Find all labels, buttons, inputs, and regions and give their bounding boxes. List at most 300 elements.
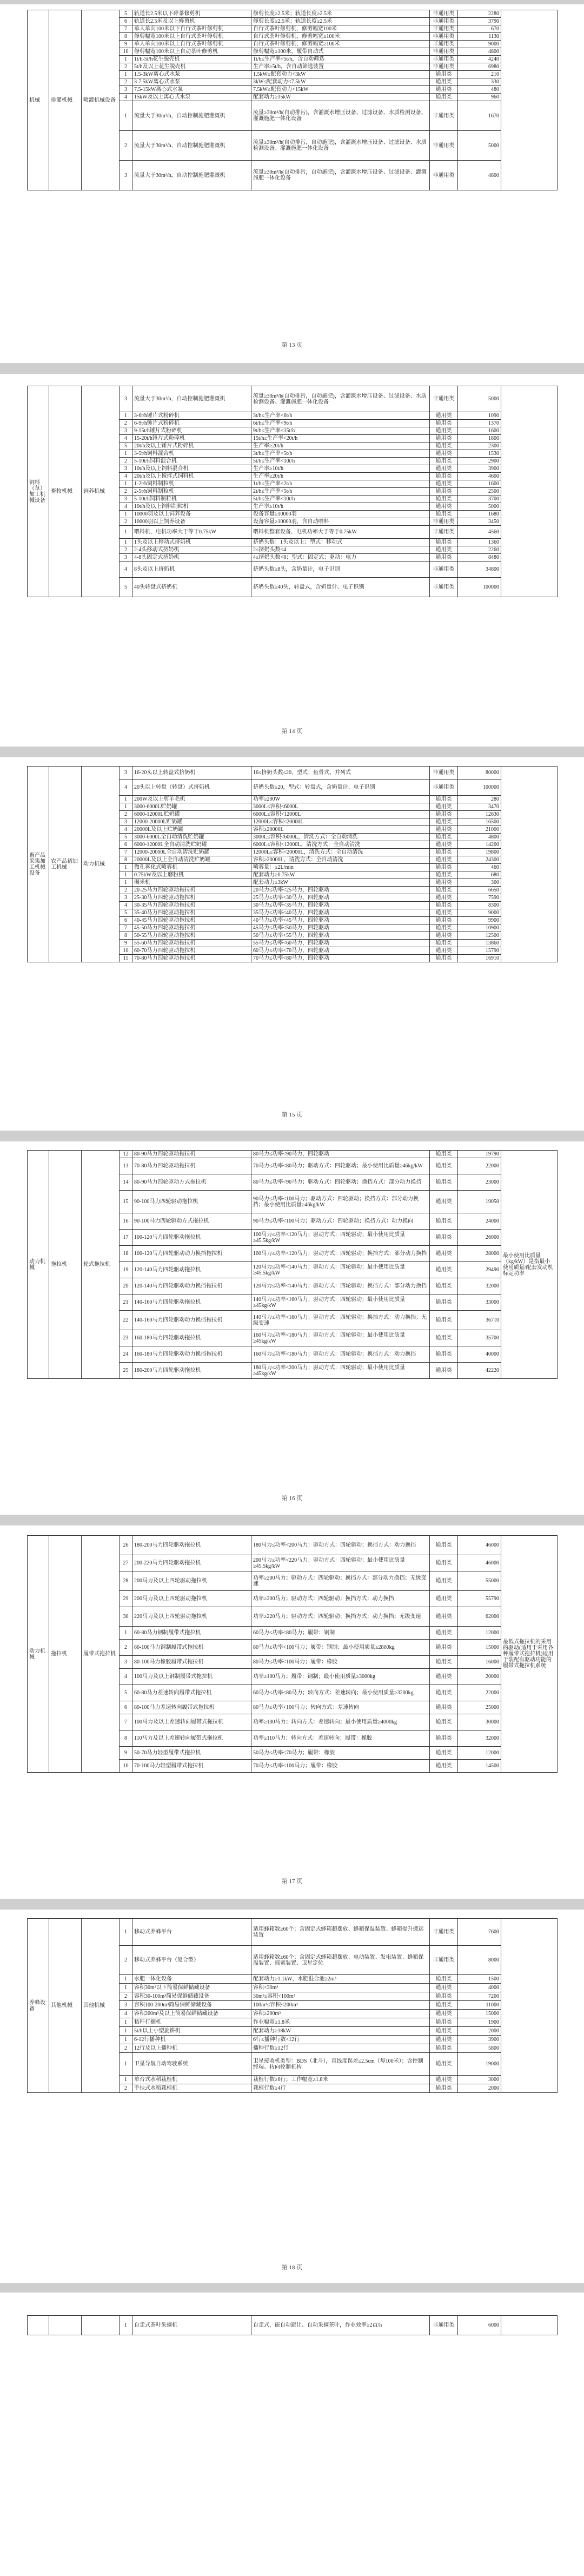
item-spec: 挤奶头数≥20，型式：转盘式，含奶量计、电子识别 bbox=[251, 780, 430, 796]
item-type: 通用类 bbox=[430, 488, 458, 496]
item-type: 通用类 bbox=[430, 1701, 458, 1714]
row-index: 3 bbox=[120, 1656, 132, 1669]
item-type: 通用类 bbox=[430, 2027, 458, 2036]
row-index: 1 bbox=[120, 2018, 132, 2027]
subsidy-amount: 55000 bbox=[458, 1571, 501, 1591]
subsidy-amount: 2900 bbox=[458, 458, 501, 465]
item-type: 通用类 bbox=[430, 1294, 458, 1311]
item-name: 自走式茶叶采摘机 bbox=[132, 2316, 251, 2335]
item-name: 200马力及以上四轮驱动拖拉机 bbox=[132, 1591, 251, 1607]
item-spec: 生产率≥20t/h bbox=[251, 473, 430, 480]
item-type: 通用类 bbox=[430, 1571, 458, 1591]
item-spec: 100马力≤功率<120马力；驱动方式：四轮驱动；换挡方式：部分动力换挡 bbox=[251, 1246, 430, 1262]
row-index: 4 bbox=[120, 826, 132, 834]
row-index: 2 bbox=[120, 2084, 132, 2093]
item-spec: 容积≥200m³ bbox=[251, 2010, 430, 2018]
subsidy-amount: 19050 bbox=[458, 1191, 501, 1213]
item-name: 秸秆打捆机 bbox=[132, 2018, 251, 2027]
item-type: 非通用类 bbox=[430, 25, 458, 33]
item-type: 通用类 bbox=[430, 1363, 458, 1379]
subsidy-amount: 5800 bbox=[458, 2044, 501, 2053]
item-type: 通用类 bbox=[430, 458, 458, 465]
item-spec: 生产率≥10t/h bbox=[251, 503, 430, 511]
subsidy-amount: 15000 bbox=[458, 1640, 501, 1656]
item-name: 9-15t/h锤片式粉碎机 bbox=[132, 427, 251, 435]
item-type: 通用类 bbox=[430, 1607, 458, 1627]
item-group-cell: 其他机械 bbox=[82, 1919, 120, 2093]
row-index: 16 bbox=[120, 1213, 132, 1230]
subsidy-amount: 210 bbox=[458, 71, 501, 78]
item-spec: 4≤挤奶头数<8；型式：固定式；驱动：电力 bbox=[251, 554, 430, 562]
item-type: 通用类 bbox=[430, 465, 458, 473]
row-index: 10 bbox=[120, 1760, 132, 1773]
row-index: 3 bbox=[120, 161, 132, 190]
item-name: 20t/h及以上锤片式粉碎机 bbox=[132, 442, 251, 450]
item-name: 90-100马力四轮驱动拖拉机 bbox=[132, 1191, 251, 1213]
page-separator bbox=[0, 1899, 584, 1910]
item-type: 通用类 bbox=[430, 818, 458, 826]
subsidy-amount: 24000 bbox=[458, 1213, 501, 1230]
item-name: 50-55马力四轮驱动拖拉机 bbox=[132, 932, 251, 940]
item-spec: 200马力≤功率<220马力；驱动方式：四轮驱动；最小使用比质量≥45.5kg/kW bbox=[251, 1555, 430, 1571]
row-index: 3 bbox=[120, 86, 132, 94]
item-name: 200-220马力四轮驱动拖拉机 bbox=[132, 1555, 251, 1571]
item-spec: 喂料机整套设备，电机功率大于等于0.75kW bbox=[251, 526, 430, 539]
row-index: 30 bbox=[120, 1607, 132, 1627]
item-name: 流量大于30m³/h，自动控制施肥灌溉机 bbox=[132, 131, 251, 161]
item-type: 通用类 bbox=[430, 2044, 458, 2053]
item-type: 通用类 bbox=[430, 1992, 458, 2001]
item-type: 通用类 bbox=[430, 841, 458, 849]
subsidy-amount: 62000 bbox=[458, 1607, 501, 1627]
item-name: 55-60马力四轮驱动拖拉机 bbox=[132, 940, 251, 947]
category-cell: 饲料（草）加工机械设备 bbox=[28, 386, 49, 597]
item-type: 通用类 bbox=[430, 924, 458, 932]
item-name: 180-200马力四轮驱动拖拉机 bbox=[132, 1536, 251, 1555]
subsidy-amount: 480 bbox=[458, 86, 501, 94]
row-index: 3 bbox=[120, 2001, 132, 2010]
row-index: 2 bbox=[120, 420, 132, 427]
item-type: 通用类 bbox=[430, 826, 458, 834]
category-cell bbox=[28, 2316, 49, 2335]
row-index: 1 bbox=[120, 803, 132, 811]
remark-cell: 最小使用比质量（kg/kW）是指最小使用质量/配套发动机标定功率 bbox=[501, 1151, 558, 1379]
subsidy-amount: 3700 bbox=[458, 496, 501, 503]
row-index: 8 bbox=[120, 856, 132, 864]
item-name: 20t/h及以上搅拌式饲料机 bbox=[132, 473, 251, 480]
item-spec: 12000L≤容积<20000L bbox=[251, 818, 430, 826]
row-index: 4 bbox=[120, 780, 132, 796]
row-index: 1 bbox=[120, 526, 132, 539]
row-index: 15 bbox=[120, 1191, 132, 1213]
item-name: 10000羽以上饲养设备 bbox=[132, 518, 251, 526]
row-index: 4 bbox=[120, 503, 132, 511]
row-index: 3 bbox=[120, 386, 132, 412]
subsidy-amount: 40000 bbox=[458, 1346, 501, 1363]
category-cell: 养蜂设备 bbox=[28, 1919, 49, 2093]
item-spec: 160马力≤功率<180马力；驱动方式：四轮驱动；换挡方式：动力换挡 bbox=[251, 1346, 430, 1363]
item-name: 容积30m³以下简易保鲜储藏设备 bbox=[132, 1984, 251, 1992]
subsidy-amount: 7590 bbox=[458, 894, 501, 902]
item-spec: 挤奶头数≥8头，含奶量计，电子识别 bbox=[251, 562, 430, 578]
item-name: 水肥一体化设备 bbox=[132, 1975, 251, 1984]
row-index: 12 bbox=[120, 1151, 132, 1158]
row-index: 9 bbox=[120, 1747, 132, 1760]
row-index: 3 bbox=[120, 496, 132, 503]
item-name: 20头以上转盘（转盘）式挤奶机 bbox=[132, 780, 251, 796]
row-index: 1 bbox=[120, 56, 132, 63]
item-type: 通用类 bbox=[430, 1984, 458, 1992]
item-spec: 功率≥200马力；驱动方式：四轮驱动；换挡方式：动力换挡 bbox=[251, 1591, 430, 1607]
row-index: 1 bbox=[120, 511, 132, 518]
item-spec: 50马力≤功率<70马力；履带：橡胶 bbox=[251, 1747, 430, 1760]
page-number: 第 13 页 bbox=[281, 342, 303, 348]
item-type: 非通用类 bbox=[430, 41, 458, 48]
item-spec: 100m³≤容积<200m³ bbox=[251, 2001, 430, 2010]
row-index: 24 bbox=[120, 1346, 132, 1363]
item-type: 非通用类 bbox=[430, 526, 458, 539]
subsidy-amount: 32000 bbox=[458, 1278, 501, 1294]
item-spec: 120马力≤功率<140马力；驱动方式：四轮驱动；最小使用比质量≥45.5kg/kW bbox=[251, 1262, 430, 1278]
item-name: 15-20t/h锤片式粉碎机 bbox=[132, 435, 251, 442]
subsidy-amount: 330 bbox=[458, 78, 501, 86]
item-spec: 100马力≤功率<120马力；驱动方式：四轮驱动；最小使用比质量≥45.5kg/kW bbox=[251, 1230, 430, 1246]
subsidy-amount: 9000 bbox=[458, 41, 501, 48]
item-type: 通用类 bbox=[430, 1330, 458, 1346]
item-spec: 配套动力≥1.1kW，水肥混合池≥2m³ bbox=[251, 1975, 430, 1984]
row-index: 2 bbox=[120, 488, 132, 496]
table-row bbox=[28, 2316, 558, 2335]
item-type: 通用类 bbox=[430, 554, 458, 562]
item-name: 碾米机 bbox=[132, 879, 251, 887]
row-index: 2 bbox=[120, 1946, 132, 1975]
subsidy-amount: 1600 bbox=[458, 480, 501, 488]
row-index: 5 bbox=[120, 10, 132, 18]
item-name: 流量大于30m³/h，自动控制施肥灌溉机 bbox=[132, 386, 251, 412]
table-row bbox=[28, 767, 558, 780]
subsidy-amount: 1530 bbox=[458, 450, 501, 458]
row-index: 2 bbox=[120, 78, 132, 86]
item-name: 140-160马力四轮驱动动力换挡拖拉机 bbox=[132, 1311, 251, 1330]
item-spec: 2t/h≤生产率<5t/h bbox=[251, 488, 430, 496]
item-spec: 5t/h≤生产率<10t/h bbox=[251, 458, 430, 465]
item-name: 喂料机，电机功率大于等于0.75kW bbox=[132, 526, 251, 539]
row-index: 1 bbox=[120, 450, 132, 458]
item-name: 80-100马力钢制履带式拖拉机 bbox=[132, 1640, 251, 1656]
item-name: 单人单向100米以下自行式茶叶修剪机 bbox=[132, 25, 251, 33]
item-spec: 60马力≤功率<80马力；转向方式：差速转向；最小使用质量≥3200kg bbox=[251, 1685, 430, 1701]
row-index: 27 bbox=[120, 1555, 132, 1571]
item-spec: 90马力≤功率<100马力；驱动方式：四轮驱动；换挡方式：动力换向 bbox=[251, 1213, 430, 1230]
item-name: 110马力及以上差速转向履带式拖拉机 bbox=[132, 1730, 251, 1747]
item-name: 120-140马力四轮驱动动力换挡拖拉机 bbox=[132, 1278, 251, 1294]
row-index: 7 bbox=[120, 1714, 132, 1730]
subsidy-amount: 14500 bbox=[458, 1760, 501, 1773]
item-group-cell bbox=[82, 2316, 120, 2335]
item-name: 6-9t/h锤片式粉碎机 bbox=[132, 420, 251, 427]
row-index: 3 bbox=[120, 427, 132, 435]
item-spec: 卫星接收机类型：BDS（北斗），直线度误差≤2.5cm（每100米）；含控制终端、转向控制机构 bbox=[251, 2053, 430, 2076]
item-type: 通用类 bbox=[430, 2010, 458, 2018]
row-index: 1 bbox=[120, 2316, 132, 2335]
item-name: 1.5-3kW离心式水泵 bbox=[132, 71, 251, 78]
item-name: 3-7.5kW离心式水泵 bbox=[132, 78, 251, 86]
item-name: 60-80马力差速转向履带式拖拉机 bbox=[132, 1685, 251, 1701]
item-spec: 流量≥30m³/h(自动排污，自动施肥)，含灌溉水增压设备、过滤设备、水质检测设备、灌溉施肥一体化设备 bbox=[251, 386, 430, 412]
subsidy-amount: 42220 bbox=[458, 1363, 501, 1379]
item-spec: 6行≤播种行数<12行 bbox=[251, 2036, 430, 2044]
row-index: 3 bbox=[120, 818, 132, 826]
row-index: 2 bbox=[120, 1640, 132, 1656]
item-spec: 3000L≤容积<6000L bbox=[251, 803, 430, 811]
subsidy-amount: 10900 bbox=[458, 924, 501, 932]
item-spec: 设备容量≥10000羽，含自动喂料 bbox=[251, 518, 430, 526]
item-type: 通用类 bbox=[430, 1230, 458, 1246]
item-type: 通用类 bbox=[430, 1213, 458, 1230]
subsidy-amount: 8300 bbox=[458, 902, 501, 909]
item-type: 通用类 bbox=[430, 1555, 458, 1571]
item-name: 2-5t/h饲料制粒机 bbox=[132, 488, 251, 496]
subsidy-amount: 100000 bbox=[458, 578, 501, 597]
item-spec: 55马力≤功率<60马力，四轮驱动 bbox=[251, 940, 430, 947]
row-index: 5 bbox=[120, 834, 132, 841]
subsidy-amount: 19790 bbox=[458, 1151, 501, 1158]
subsidy-amount: 16000 bbox=[458, 1656, 501, 1669]
item-name: 80-100马力橡胶履带式拖拉机 bbox=[132, 1656, 251, 1669]
page-separator bbox=[0, 1515, 584, 1525]
row-index: 4 bbox=[120, 473, 132, 480]
subsidy-amount: 26000 bbox=[458, 1230, 501, 1246]
row-index: 4 bbox=[120, 435, 132, 442]
subsidy-amount: 3900 bbox=[458, 2036, 501, 2044]
item-type: 非通用类 bbox=[430, 18, 458, 25]
item-group-cell: 轮式拖拉机 bbox=[82, 1151, 120, 1379]
item-type: 通用类 bbox=[430, 1640, 458, 1656]
item-name: 7.5-15kW离心式水泵 bbox=[132, 86, 251, 94]
item-name: 80-90马力四轮驱动方式拖拉机 bbox=[132, 1174, 251, 1191]
row-index: 1 bbox=[120, 412, 132, 420]
row-index: 1 bbox=[120, 539, 132, 546]
item-spec: 7.5kW≤配套动力<15kW bbox=[251, 86, 430, 94]
row-index: 5 bbox=[120, 909, 132, 917]
subsidy-amount: 55790 bbox=[458, 1591, 501, 1607]
subsidy-amount: 4560 bbox=[458, 526, 501, 539]
item-spec: 流量≥30m³/h(自动排污，自动施肥)，含灌溉水增压设备、过滤设备、水质检测设备、灌溉施肥一体化设备 bbox=[251, 131, 430, 161]
subsidy-amount: 25000 bbox=[458, 1701, 501, 1714]
item-type: 通用类 bbox=[430, 940, 458, 947]
row-index: 10 bbox=[120, 947, 132, 955]
item-name: 200马力及以上四轮驱动拖拉机 bbox=[132, 1571, 251, 1591]
page-separator bbox=[0, 0, 584, 4]
item-type: 通用类 bbox=[430, 1591, 458, 1607]
item-type: 非通用类 bbox=[430, 131, 458, 161]
remark-cell bbox=[501, 386, 558, 597]
item-spec: 140马力≤功率<160马力；驱动方式：四轮驱动；最小使用比质量≥45kg/kW bbox=[251, 1294, 430, 1311]
item-name: 轨道长2.5米以下碎茶修剪机 bbox=[132, 10, 251, 18]
page-separator bbox=[0, 1131, 584, 1141]
item-type: 通用类 bbox=[430, 932, 458, 940]
subsidy-amount: 2000 bbox=[458, 2084, 501, 2093]
item-type: 通用类 bbox=[430, 1311, 458, 1330]
table-row bbox=[28, 1919, 558, 1946]
subsidy-amount: 9900 bbox=[458, 917, 501, 924]
item-type: 通用类 bbox=[430, 2084, 458, 2093]
row-index: 1 bbox=[120, 2036, 132, 2044]
item-name: 40头转盘式挤奶机 bbox=[132, 578, 251, 597]
item-name: 2-4头移动式挤奶机 bbox=[132, 546, 251, 554]
subsidy-amount: 32000 bbox=[458, 1730, 501, 1747]
item-name: 6-12行播种机 bbox=[132, 2036, 251, 2044]
item-spec: 配套动力≥15kW bbox=[251, 94, 430, 101]
item-spec: 3t/h≤生产率<6t/h bbox=[251, 412, 430, 420]
item-type: 通用类 bbox=[430, 1975, 458, 1984]
subsidy-amount: 2280 bbox=[458, 10, 501, 18]
item-name: 80-90马力四轮驱动拖拉机 bbox=[132, 1151, 251, 1158]
subsidy-amount: 4800 bbox=[458, 834, 501, 841]
item-type: 通用类 bbox=[430, 442, 458, 450]
item-type: 通用类 bbox=[430, 879, 458, 887]
item-name: 修剪幅宽100米以上自行式茶叶修剪机 bbox=[132, 33, 251, 41]
subsidy-amount: 6980 bbox=[458, 63, 501, 71]
row-index: 9 bbox=[120, 940, 132, 947]
item-spec: 3kW≤配套动力<7.5kW bbox=[251, 78, 430, 86]
item-spec: 180马力≤功率<200马力；驱动方式：四轮驱动；最小使用比质量≥45kg/kW bbox=[251, 1363, 430, 1379]
item-type: 通用类 bbox=[430, 955, 458, 962]
item-spec: 90马力≤功率<100马力；驱动方式：四轮驱动；换挡方式：部分动力换挡；最小使用比质量≥46kg/kW bbox=[251, 1191, 430, 1213]
item-type: 通用类 bbox=[430, 947, 458, 955]
item-spec: 功率≥110马力；转向方式：差速转向；履带：橡胶 bbox=[251, 1730, 430, 1747]
item-spec: 播种行数≥12行 bbox=[251, 2044, 430, 2053]
item-spec: 35马力≤功率<40马力，四轮驱动 bbox=[251, 909, 430, 917]
subsidy-amount: 5000 bbox=[458, 131, 501, 161]
item-name: 100马力及以上差速转向履带式拖拉机 bbox=[132, 1714, 251, 1730]
item-spec: 修剪长度≥2.5米；轨道长度≥2.5米 bbox=[251, 10, 430, 18]
item-type: 通用类 bbox=[430, 86, 458, 94]
item-group-cell: 饲养机械 bbox=[82, 386, 120, 597]
subsidy-amount: 6000 bbox=[458, 2316, 501, 2335]
item-type: 通用类 bbox=[430, 1262, 458, 1278]
item-type: 通用类 bbox=[430, 856, 458, 864]
item-type: 通用类 bbox=[430, 2076, 458, 2084]
item-spec: 1.5kW≤配套动力<3kW bbox=[251, 71, 430, 78]
item-name: 卫星导航自动驾驶系统 bbox=[132, 2053, 251, 2076]
subsidy-amount: 22000 bbox=[458, 1158, 501, 1174]
item-type: 通用类 bbox=[430, 450, 458, 458]
subsidy-amount: 36710 bbox=[458, 1311, 501, 1330]
item-name: 40-45马力四轮驱动拖拉机 bbox=[132, 917, 251, 924]
item-spec: 70马力≤功率<80马力；驱动方式：四轮驱动；最小使用比质量≥46kg/kW bbox=[251, 1158, 430, 1174]
table-row bbox=[28, 10, 558, 18]
item-name: 5t/h及以上花生脱壳机 bbox=[132, 63, 251, 71]
row-index: 1 bbox=[120, 1919, 132, 1946]
item-name: 1t/h-5t/h花生脱壳机 bbox=[132, 56, 251, 63]
row-index: 2 bbox=[120, 546, 132, 554]
remark-cell bbox=[501, 2316, 558, 2335]
item-type: 非通用类 bbox=[430, 386, 458, 412]
subsidy-amount: 14200 bbox=[458, 841, 501, 849]
subcategory-cell: 拖拉机 bbox=[49, 1536, 82, 1773]
subsidy-amount: 960 bbox=[458, 94, 501, 101]
row-index: 4 bbox=[120, 562, 132, 578]
item-group-cell: 喷灌机械设备 bbox=[82, 10, 120, 190]
row-index: 1 bbox=[120, 2027, 132, 2036]
subsidy-amount: 3000 bbox=[458, 2076, 501, 2084]
subsidy-amount: 3470 bbox=[458, 803, 501, 811]
price-table bbox=[27, 2315, 558, 2335]
item-spec: 功率≥200马力；驱动方式：四轮驱动；换挡方式：部分动力换挡；无级变速 bbox=[251, 1571, 430, 1591]
item-spec: 容积≥20000L，清洗方式：全自动清洗 bbox=[251, 856, 430, 864]
item-name: 3-6t/h锤片式粉碎机 bbox=[132, 412, 251, 420]
subsidy-amount: 8480 bbox=[458, 554, 501, 562]
page-number: 第 14 页 bbox=[281, 728, 303, 735]
item-name: 单台式水稻栽植机 bbox=[132, 2076, 251, 2084]
item-type: 通用类 bbox=[430, 849, 458, 856]
subcategory-cell: 拖拉机 bbox=[49, 1151, 82, 1379]
item-type: 通用类 bbox=[430, 909, 458, 917]
row-index: 2 bbox=[120, 1992, 132, 2001]
subsidy-amount: 100000 bbox=[458, 780, 501, 796]
subsidy-amount: 11000 bbox=[458, 2001, 501, 2010]
subsidy-amount: 4800 bbox=[458, 161, 501, 190]
row-index: 3 bbox=[120, 465, 132, 473]
item-group-cell: 动力机械 bbox=[82, 767, 120, 962]
item-name: 30-35马力四轮驱动拖拉机 bbox=[132, 902, 251, 909]
row-index: 8 bbox=[120, 932, 132, 940]
row-index: 1 bbox=[120, 879, 132, 887]
item-spec: 1t/h≤生产率<2t/h bbox=[251, 480, 430, 488]
item-type: 通用类 bbox=[430, 811, 458, 818]
item-spec: 功率≥100马力；转向方式：差速转向；最小使用质量≥4000kg bbox=[251, 1714, 430, 1730]
item-name: 3000-6000L全自动清洗贮奶罐 bbox=[132, 834, 251, 841]
item-name: 200W及以上剪羊毛机 bbox=[132, 796, 251, 803]
subsidy-amount: 7600 bbox=[458, 1919, 501, 1946]
item-type: 通用类 bbox=[430, 539, 458, 546]
item-type: 通用类 bbox=[430, 1669, 458, 1685]
item-spec: 栽植行数≥4行 bbox=[251, 2084, 430, 2093]
item-type: 非通用类 bbox=[430, 780, 458, 796]
item-type: 通用类 bbox=[430, 1151, 458, 1158]
item-type: 非通用类 bbox=[430, 767, 458, 780]
item-type: 通用类 bbox=[430, 1191, 458, 1213]
row-index: 1 bbox=[120, 864, 132, 871]
row-index: 1 bbox=[120, 1627, 132, 1640]
price-table bbox=[27, 766, 558, 962]
item-name: 100-120马力四轮驱动拖拉机 bbox=[132, 1230, 251, 1246]
item-type: 通用类 bbox=[430, 480, 458, 488]
subsidy-amount: 1360 bbox=[458, 539, 501, 546]
item-spec: 80马力≤功率<90马力，四轮驱动 bbox=[251, 1151, 430, 1158]
item-type: 通用类 bbox=[430, 511, 458, 518]
item-name: 12000-20000L全自动清洗贮奶罐 bbox=[132, 849, 251, 856]
item-name: 160-180马力四轮驱动拖拉机 bbox=[132, 1330, 251, 1346]
row-index: 9 bbox=[120, 41, 132, 48]
row-index: 2 bbox=[120, 887, 132, 894]
item-type: 非通用类 bbox=[430, 562, 458, 578]
item-type: 通用类 bbox=[430, 1246, 458, 1262]
item-type: 通用类 bbox=[430, 917, 458, 924]
subsidy-amount: 15000 bbox=[458, 2010, 501, 2018]
item-type: 通用类 bbox=[430, 1158, 458, 1174]
subsidy-amount: 13860 bbox=[458, 940, 501, 947]
item-spec: 挤奶头数：1头及以上；型式：移动式 bbox=[251, 539, 430, 546]
row-index: 3 bbox=[120, 554, 132, 562]
row-index: 7 bbox=[120, 849, 132, 856]
item-type: 非通用类 bbox=[430, 1946, 458, 1975]
item-name: 10000羽及以上饲养设备 bbox=[132, 511, 251, 518]
item-name: 修剪幅宽100米以上自动茶叶修剪机 bbox=[132, 48, 251, 56]
item-type: 通用类 bbox=[430, 71, 458, 78]
item-name: 0.75kW及以上磨粉机 bbox=[132, 871, 251, 879]
